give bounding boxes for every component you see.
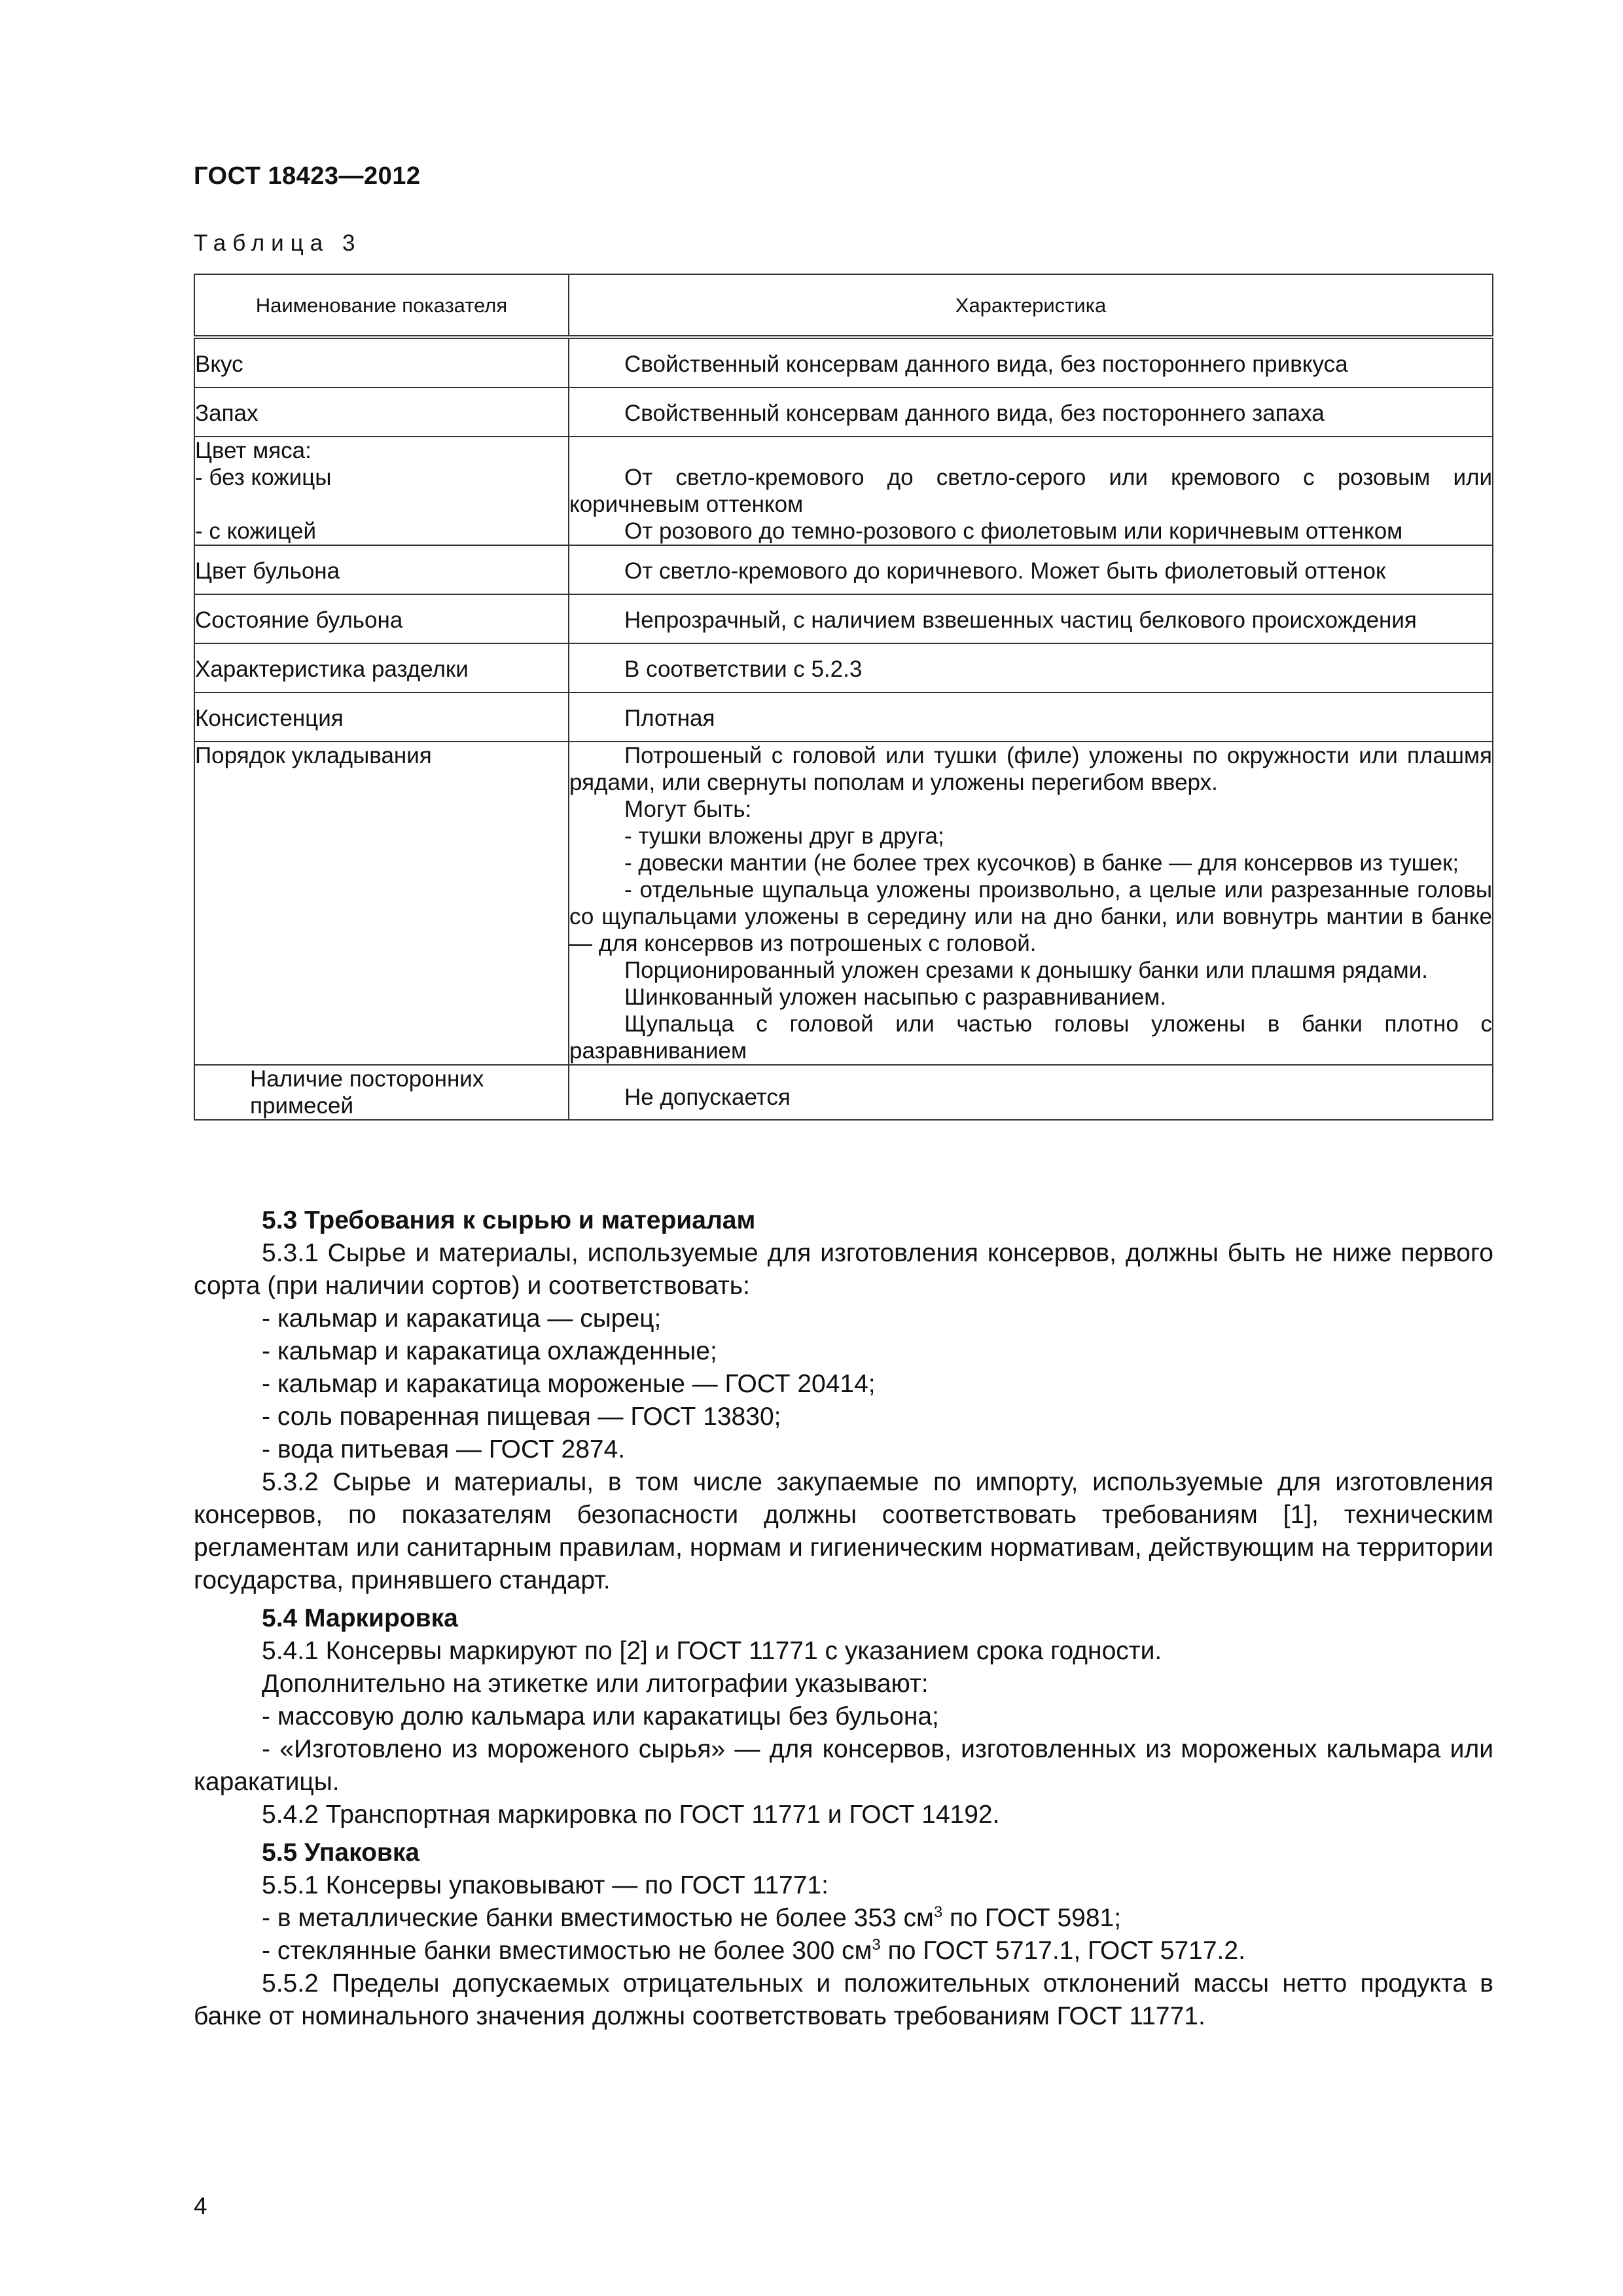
table-row-consistency <box>194 692 1493 742</box>
superscript: 3 <box>933 1903 943 1921</box>
row-name: Наличие посторонних примесей <box>194 1065 569 1120</box>
packing-paragraph: Шинкованный уложен насыпью с разравниванием. <box>624 984 1167 1010</box>
list-item: - кальмар и каракатица охлажденные; <box>262 1337 717 1365</box>
row-name: Порядок укладывания <box>194 742 569 1065</box>
list-item-text: - в металлические банки вместимостью не более 353 см <box>262 1904 934 1932</box>
row-value-group <box>569 437 1493 545</box>
table-caption: Таблица 3 <box>194 230 362 256</box>
row-subname-with-skin: - с кожицей <box>195 518 317 544</box>
row-name-group <box>194 437 569 545</box>
table-header-row <box>194 274 1493 337</box>
packing-list-item: - довески мантии (не более трех кусочков) в банке — для консервов из тушек; <box>624 850 1459 876</box>
page-number: 4 <box>194 2193 207 2219</box>
list-item: - кальмар и каракатица мороженые — ГОСТ 20414; <box>262 1370 876 1398</box>
packing-paragraph: Порционированный уложен срезами к донышку банки или плашмя рядами. <box>624 958 1428 983</box>
table-3 <box>194 274 1493 1121</box>
row-value: Свойственный консервам данного вида, без постороннего запаха <box>569 387 1493 437</box>
row-name: Запах <box>194 387 569 437</box>
table-row-taste <box>194 337 1493 387</box>
clause-5-3-2: 5.3.2 Сырье и материалы, в том числе закупаемые по импорту, используемые для изготовления консервов, по показателям безопасности должны соответствовать требованиям [1], техническим регламентам или санитарным правилам, нормам и гигиеническим нормативам, действующим на территории государства, принявшего стандарт. <box>194 1468 1493 1594</box>
list-item: - соль поваренная пищевая — ГОСТ 13830; <box>262 1403 781 1431</box>
row-value: Не допускается <box>569 1065 1493 1120</box>
packing-list-item: - тушки вложены друг в друга; <box>624 823 944 849</box>
table-row-packing-order <box>194 742 1493 1065</box>
document-body <box>194 1199 1493 2033</box>
document-code: ГОСТ 18423—2012 <box>194 162 421 190</box>
list-item <box>194 1935 1493 1967</box>
row-value-skinless: От светло-кремового до светло-серого или кремового с розовым или коричневым оттенком <box>569 465 1492 517</box>
row-name: Состояние бульона <box>194 594 569 643</box>
list-item: - вода питьевая — ГОСТ 2874. <box>262 1435 626 1463</box>
row-name: Цвет бульона <box>194 545 569 594</box>
packing-paragraph: Щупальца с головой или частью головы уложены в банки плотно с разравниванием <box>569 1011 1492 1064</box>
clause-5-5-2: 5.5.2 Пределы допускаемых отрицательных и положительных отклонений массы нетто продукта в банке от номинального значения должны соответствовать требованиям ГОСТ 11771. <box>194 1969 1493 2030</box>
list-item: - массовую долю кальмара или каракатицы без бульона; <box>262 1702 939 1731</box>
row-value: Плотная <box>569 692 1493 742</box>
row-name: Цвет мяса: <box>195 438 312 463</box>
superscript: 3 <box>872 1936 881 1954</box>
row-value-with-skin: От розового до темно-розового с фиолетовым или коричневым оттенком <box>624 518 1403 544</box>
clause-5-4-1-extra: Дополнительно на этикетке или литографии указывают: <box>262 1670 929 1698</box>
list-item: - кальмар и каракатица — сырец; <box>262 1304 662 1333</box>
table-row-broth-state <box>194 594 1493 643</box>
packing-list-item: - отдельные щупальца уложены произвольно, а целые или разрезанные головы со щупальцами уложены в середину или на дно банки, или вовнутрь мантии в банке — для консервов из потрошеных с головой. <box>569 877 1492 956</box>
packing-paragraph: Потрошеный с головой или тушки (филе) уложены по окружности или плашмя рядами, или свернуты пополам и уложены перегибом вверх. <box>569 743 1492 795</box>
row-value-group <box>569 742 1493 1065</box>
list-item: - «Изготовлено из мороженого сырья» — для консервов, изготовленных из мороженых кальмара или каракатицы. <box>194 1735 1493 1796</box>
clause-5-4-1: 5.4.1 Консервы маркируют по [2] и ГОСТ 11771 с указанием срока годности. <box>262 1637 1162 1665</box>
table-row-cutting <box>194 643 1493 692</box>
section-title-5-5: 5.5 Упаковка <box>262 1839 420 1867</box>
list-item <box>194 1902 1493 1935</box>
section-title-5-4: 5.4 Маркировка <box>262 1604 458 1632</box>
column-header-indicator: Наименование показателя <box>194 274 569 337</box>
list-item-text: - стеклянные банки вместимостью не более 300 см <box>262 1937 872 1965</box>
row-value: От светло-кремового до коричневого. Может быть фиолетовый оттенок <box>569 545 1493 594</box>
row-value: Непрозрачный, с наличием взвешенных частиц белкового происхождения <box>569 594 1493 643</box>
list-item-text: по ГОСТ 5717.1, ГОСТ 5717.2. <box>880 1937 1245 1965</box>
table-row-broth-color <box>194 545 1493 594</box>
row-name: Характеристика разделки <box>194 643 569 692</box>
row-value: В соответствии с 5.2.3 <box>569 643 1493 692</box>
table-row-meat-color <box>194 437 1493 545</box>
section-title-5-3: 5.3 Требования к сырью и материалам <box>262 1206 756 1234</box>
clause-5-5-1: 5.5.1 Консервы упаковывают — по ГОСТ 11771: <box>262 1871 829 1899</box>
clause-5-3-1: 5.3.1 Сырье и материалы, используемые для изготовления консервов, должны быть не ниже первого сорта (при наличии сортов) и соответствовать: <box>194 1239 1493 1300</box>
row-name: Вкус <box>194 337 569 387</box>
row-value: Свойственный консервам данного вида, без постороннего привкуса <box>569 337 1493 387</box>
list-item-text: по ГОСТ 5981; <box>942 1904 1122 1932</box>
row-subname-skinless: - без кожицы <box>195 465 332 490</box>
column-header-characteristic: Характеристика <box>569 274 1493 337</box>
table-row-smell <box>194 387 1493 437</box>
table-row-impurities <box>194 1065 1493 1120</box>
clause-5-4-2: 5.4.2 Транспортная маркировка по ГОСТ 11771 и ГОСТ 14192. <box>262 1801 1000 1829</box>
packing-paragraph: Могут быть: <box>624 797 752 822</box>
row-name: Консистенция <box>194 692 569 742</box>
